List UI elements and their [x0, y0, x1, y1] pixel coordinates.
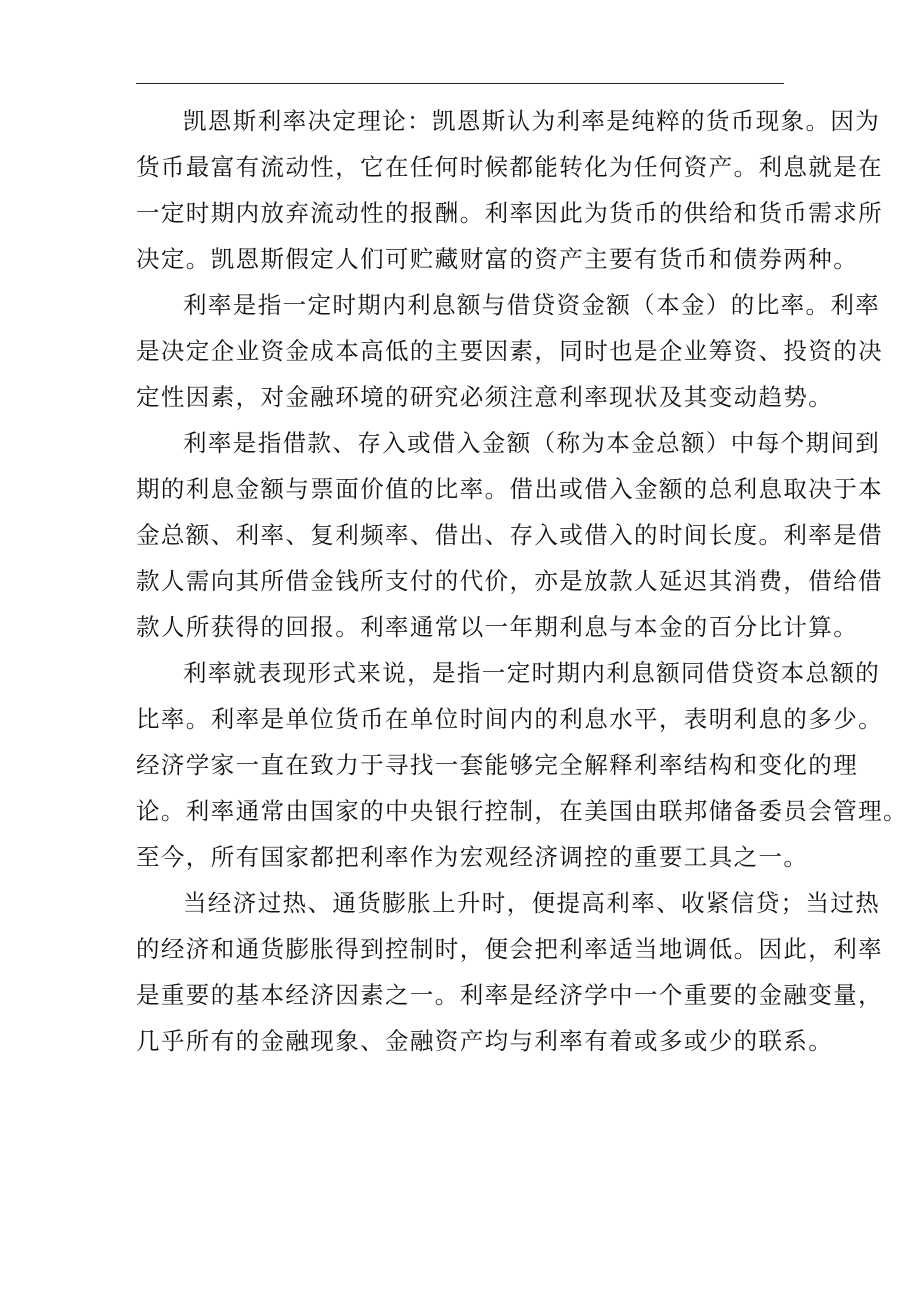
text-line: 比率。利率是单位货币在单位时间内的利息水平，表明利息的多少。 [136, 705, 883, 733]
text-line: 是重要的基本经济因素之一。利率是经济学中一个重要的金融变量， [136, 981, 883, 1009]
text-line: 至今，所有国家都把利率作为宏观经济调控的重要工具之一。 [136, 843, 809, 871]
text-line: 款人所获得的回报。利率通常以一年期利息与本金的百分比计算。 [136, 613, 859, 641]
text-line: 利率就表现形式来说，是指一定时期内利息额同借贷资本总额的 [183, 659, 881, 687]
text-line: 利率是指借款、存入或借入金额（称为本金总额）中每个期间到 [183, 429, 881, 457]
text-line: 利率是指一定时期内利息额与借贷资金额（本金）的比率。利率 [183, 291, 881, 319]
paragraph-interest-rate-definition [136, 282, 883, 420]
paragraph-economic-policy [136, 880, 883, 1064]
text-line: 凯恩斯利率决定理论：凯恩斯认为利率是纯粹的货币现象。因为 [183, 107, 881, 135]
text-line: 款人需向其所借金钱所支付的代价，亦是放款人延迟其消费，借给借 [136, 567, 883, 595]
text-line: 决定。凯恩斯假定人们可贮藏财富的资产主要有货币和债券两种。 [136, 245, 859, 273]
text-line: 期的利息金额与票面价值的比率。借出或借入金额的总利息取决于本 [136, 475, 883, 503]
document-body [136, 98, 908, 1064]
text-line: 定性因素，对金融环境的研究必须注意利率现状及其变动趋势。 [136, 383, 834, 411]
text-line: 一定时期内放弃流动性的报酬。利率因此为货币的供给和货币需求所 [136, 199, 883, 227]
text-line: 经济学家一直在致力于寻找一套能够完全解释利率结构和变化的理 [136, 751, 859, 779]
text-line: 论。利率通常由国家的中央银行控制，在美国由联邦储备委员会管理。 [136, 797, 908, 825]
paragraph-interest-rate-form [136, 650, 908, 880]
text-line: 几乎所有的金融现象、金融资产均与利率有着或多或少的联系。 [136, 1027, 834, 1055]
text-line: 金总额、利率、复利频率、借出、存入或借入的时间长度。利率是借 [136, 521, 883, 549]
paragraph-interest-rate-principal [136, 420, 883, 650]
text-line: 货币最富有流动性，它在任何时候都能转化为任何资产。利息就是在 [136, 153, 883, 181]
text-line: 当经济过热、通货膨胀上升时，便提高利率、收紧信贷；当过热 [183, 889, 881, 917]
header-rule [136, 83, 784, 84]
text-line: 是决定企业资金成本高低的主要因素，同时也是企业筹资、投资的决 [136, 337, 883, 365]
paragraph-keynes-theory [136, 98, 883, 282]
text-line: 的经济和通货膨胀得到控制时，便会把利率适当地调低。因此，利率 [136, 935, 883, 963]
